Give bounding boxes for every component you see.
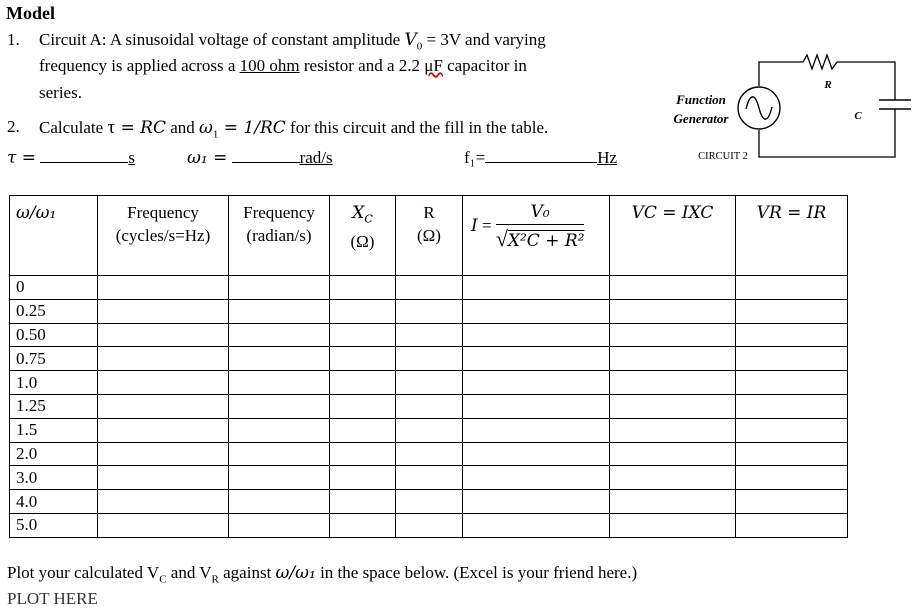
answer-cell[interactable] xyxy=(736,371,848,395)
answer-cell[interactable] xyxy=(463,371,610,395)
answer-cell[interactable] xyxy=(330,442,396,466)
wire-top-right xyxy=(837,62,895,100)
item2-pre: Calculate xyxy=(39,118,108,137)
header-vc xyxy=(610,196,736,276)
header-xc-sub: C xyxy=(364,212,373,226)
header-frequency-hz-line2: (cycles/s=Hz) xyxy=(115,226,211,245)
answer-cell[interactable] xyxy=(330,394,396,418)
header-frequency-hz-line1: Frequency xyxy=(127,203,199,222)
answer-cell[interactable] xyxy=(396,442,463,466)
header-xc-symbol: X xyxy=(352,203,365,223)
item1-line2-post: capacitor in xyxy=(442,56,527,75)
answer-cell[interactable] xyxy=(610,371,736,395)
item1-number: 1. xyxy=(7,30,20,49)
ratio-cell: 0.25 xyxy=(10,299,98,323)
answer-cell[interactable] xyxy=(229,513,330,537)
table-row xyxy=(10,371,848,395)
answer-cell[interactable] xyxy=(396,347,463,371)
answer-cell[interactable] xyxy=(330,513,396,537)
resistor-value: 100 ohm xyxy=(239,56,300,75)
header-vr-label: VR = IR xyxy=(756,203,827,223)
answer-cell[interactable] xyxy=(229,442,330,466)
answer-cell[interactable] xyxy=(396,490,463,514)
ratio-cell: 0.50 xyxy=(10,323,98,347)
answer-cell[interactable] xyxy=(610,490,736,514)
answer-cell[interactable] xyxy=(396,323,463,347)
plot-ratio: ω/ω₁ xyxy=(275,563,316,583)
table-row xyxy=(10,299,848,323)
header-current-symbol: I xyxy=(471,215,478,236)
plot-sub-c: C xyxy=(159,573,167,586)
plot-against: against xyxy=(218,563,276,582)
item2-text xyxy=(39,117,548,140)
answer-cell[interactable] xyxy=(98,299,229,323)
wire-top xyxy=(759,62,803,86)
ratio-cell: 2.0 xyxy=(10,442,98,466)
item1-line1-post: = 3V and varying xyxy=(422,30,546,49)
answer-cell[interactable] xyxy=(98,323,229,347)
table-row xyxy=(10,490,848,514)
answer-cell[interactable] xyxy=(229,371,330,395)
table-header-row xyxy=(10,196,848,276)
header-ratio xyxy=(10,196,98,276)
tau-unit: s xyxy=(128,148,135,167)
header-vr xyxy=(736,196,848,276)
answer-cell[interactable] xyxy=(98,442,229,466)
answer-cell[interactable] xyxy=(463,466,610,490)
answer-cell[interactable] xyxy=(610,466,736,490)
answer-cell[interactable] xyxy=(610,418,736,442)
omega-symbol: ω xyxy=(199,118,213,138)
answer-cell[interactable] xyxy=(736,418,848,442)
answer-cell[interactable] xyxy=(330,299,396,323)
item1-line3: series. xyxy=(39,83,82,102)
resistor-label: R xyxy=(824,79,832,91)
header-frequency-hz xyxy=(98,196,229,276)
ratio-cell: 5.0 xyxy=(10,513,98,537)
omega-blank[interactable] xyxy=(232,148,300,163)
item1-line2-pre: frequency is applied across a xyxy=(39,56,240,75)
current-formula xyxy=(496,201,585,253)
answer-cell[interactable] xyxy=(330,418,396,442)
header-frequency-rad-line1: Frequency xyxy=(243,203,315,222)
answer-cell[interactable] xyxy=(463,347,610,371)
tau-blank[interactable] xyxy=(40,148,128,163)
resistor xyxy=(803,55,837,69)
eq-1rc: = 1/RC xyxy=(218,118,286,138)
answer-cell[interactable] xyxy=(98,513,229,537)
circuit-caption: CIRCUIT 2 xyxy=(698,151,748,162)
answer-cell[interactable] xyxy=(736,323,848,347)
plot-post: in the space below. (Excel is your friend here.) xyxy=(315,563,638,582)
eq-rc: = RC xyxy=(115,118,166,138)
answer-cell[interactable] xyxy=(396,299,463,323)
header-r-symbol: R xyxy=(423,203,435,222)
current-formula-denominator xyxy=(496,225,585,253)
answer-cell[interactable] xyxy=(98,371,229,395)
answer-cell[interactable] xyxy=(463,394,610,418)
answer-cell[interactable] xyxy=(736,394,848,418)
answer-cell[interactable] xyxy=(610,276,736,300)
f-blank[interactable] xyxy=(485,148,597,163)
item1-line1 xyxy=(39,30,546,52)
answer-cell[interactable] xyxy=(736,466,848,490)
item2-post: for this circuit and the fill in the table. xyxy=(285,118,549,137)
answer-cell[interactable] xyxy=(396,418,463,442)
v0-symbol: V xyxy=(404,30,417,50)
answer-cell[interactable] xyxy=(396,513,463,537)
ratio-cell: 4.0 xyxy=(10,490,98,514)
answer-cell[interactable] xyxy=(463,276,610,300)
answer-cell[interactable] xyxy=(736,442,848,466)
answer-cell[interactable] xyxy=(229,347,330,371)
header-frequency-rad xyxy=(229,196,330,276)
answer-cell[interactable] xyxy=(610,323,736,347)
answer-cell[interactable] xyxy=(396,371,463,395)
answer-cell[interactable] xyxy=(610,299,736,323)
table-row xyxy=(10,347,848,371)
ratio-cell: 3.0 xyxy=(10,466,98,490)
omega-answer xyxy=(187,148,333,168)
answer-cell[interactable] xyxy=(610,394,736,418)
current-formula-numerator: V₀ xyxy=(496,201,585,225)
answer-cell[interactable] xyxy=(229,490,330,514)
answer-cell[interactable] xyxy=(98,490,229,514)
answer-cell[interactable] xyxy=(330,276,396,300)
answer-cell[interactable] xyxy=(229,394,330,418)
answer-cell[interactable] xyxy=(736,490,848,514)
tau-label: τ = xyxy=(7,148,37,168)
answer-cell[interactable] xyxy=(330,490,396,514)
answer-cell[interactable] xyxy=(98,418,229,442)
table-row xyxy=(10,418,848,442)
omega-label: ω₁ = xyxy=(187,148,228,168)
current-formula-radicand: X²C + R² xyxy=(507,231,585,251)
table-row xyxy=(10,276,848,300)
answer-cell[interactable] xyxy=(463,442,610,466)
item1-line2 xyxy=(39,56,527,76)
item2-number: 2. xyxy=(7,117,20,136)
answer-cell[interactable] xyxy=(229,276,330,300)
item1-line1-pre: Circuit A: A sinusoidal voltage of constant amplitude xyxy=(39,30,405,49)
table-row xyxy=(10,394,848,418)
ratio-cell: 1.25 xyxy=(10,394,98,418)
answer-cell[interactable] xyxy=(463,513,610,537)
answer-cell[interactable] xyxy=(229,466,330,490)
ratio-cell: 0 xyxy=(10,276,98,300)
plot-sub-r: R xyxy=(211,573,219,586)
f-unit: Hz xyxy=(597,148,618,167)
generator-label-2: Generator xyxy=(673,111,729,126)
generator-label-1: Function xyxy=(676,92,726,107)
answer-cell[interactable] xyxy=(736,299,848,323)
answer-cell[interactable] xyxy=(330,371,396,395)
tau-symbol: τ xyxy=(107,117,116,138)
tau-answer xyxy=(7,148,135,168)
table-row xyxy=(10,466,848,490)
item2-and: and xyxy=(165,118,199,137)
answer-cell[interactable] xyxy=(610,513,736,537)
answer-cell[interactable] xyxy=(736,347,848,371)
answer-cell[interactable] xyxy=(396,276,463,300)
item1-line2-mid: resistor and a 2.2 xyxy=(299,56,425,75)
header-xc xyxy=(330,196,396,276)
answer-cell[interactable] xyxy=(229,418,330,442)
answer-cell[interactable] xyxy=(463,323,610,347)
answer-cell[interactable] xyxy=(98,276,229,300)
data-table xyxy=(9,195,848,538)
plot-pre: Plot your calculated V xyxy=(7,563,160,582)
answer-cell[interactable] xyxy=(330,347,396,371)
answer-cell[interactable] xyxy=(463,299,610,323)
header-r-unit: (Ω) xyxy=(417,226,441,245)
answer-cell[interactable] xyxy=(229,323,330,347)
answer-cell[interactable] xyxy=(229,299,330,323)
plot-instruction xyxy=(7,563,637,585)
answer-cell[interactable] xyxy=(330,323,396,347)
f-label: f₁= xyxy=(464,148,486,167)
ratio-cell: 1.0 xyxy=(10,371,98,395)
header-xc-unit: (Ω) xyxy=(350,232,375,252)
answer-cell[interactable] xyxy=(98,394,229,418)
wire-bottom xyxy=(759,109,895,157)
answer-cell[interactable] xyxy=(330,466,396,490)
f-answer xyxy=(464,148,617,168)
table-row xyxy=(10,442,848,466)
plot-here: PLOT HERE xyxy=(7,589,98,608)
header-frequency-rad-line2: (radian/s) xyxy=(246,226,312,245)
capacitor-unit: μF xyxy=(424,56,443,75)
answer-cell[interactable] xyxy=(610,347,736,371)
header-current: I = $\frac{\text{V₀}}{\text{√X²C + R²}}$ xyxy=(463,196,610,276)
omega-sub: 1 xyxy=(212,128,219,141)
answer-cell[interactable] xyxy=(610,442,736,466)
omega-unit: rad/s xyxy=(299,148,333,167)
header-vc-label: VC = IXC xyxy=(631,203,714,223)
answer-cell[interactable] xyxy=(396,466,463,490)
header-ratio-label: ω/ω₁ xyxy=(16,203,57,223)
answer-cell[interactable] xyxy=(463,418,610,442)
answer-cell[interactable] xyxy=(463,490,610,514)
ratio-cell: 0.75 xyxy=(10,347,98,371)
ratio-cell: 1.5 xyxy=(10,418,98,442)
answer-cell[interactable] xyxy=(736,513,848,537)
header-r xyxy=(396,196,463,276)
table-row xyxy=(10,513,848,537)
answer-cell[interactable] xyxy=(98,347,229,371)
v0-sub: 0 xyxy=(416,40,423,53)
answer-cell[interactable] xyxy=(396,394,463,418)
sqrt-icon: √ xyxy=(495,226,508,251)
heading: Model xyxy=(6,3,55,23)
answer-cell[interactable] xyxy=(736,276,848,300)
table-row xyxy=(10,323,848,347)
answer-cell[interactable] xyxy=(98,466,229,490)
plot-and: and V xyxy=(166,563,212,582)
capacitor-label: C xyxy=(854,110,862,122)
circuit-diagram xyxy=(655,48,915,168)
